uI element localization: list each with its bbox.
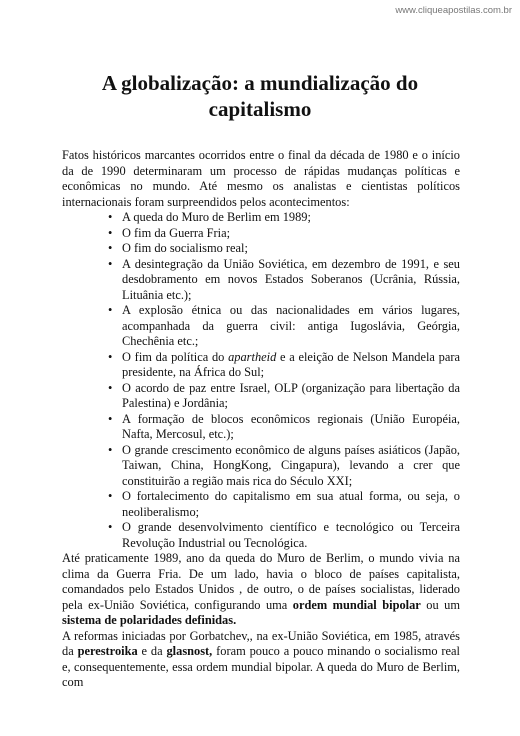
intro-paragraph: Fatos históricos marcantes ocorridos entre o final da década de 1980 e o início da de 1990 determinaram um processo de rápidas mudanças políticas e econômicas no mundo. Até mesmo os analistas e cientistas políticos internacionais foram surpreendidos pelos acontecimentos: <box>62 148 460 209</box>
page-title <box>60 70 460 122</box>
cold-war-paragraph <box>62 551 460 629</box>
site-watermark: www.cliqueapostilas.com.br <box>395 5 512 16</box>
reforms-paragraph <box>62 629 460 691</box>
list-item-text: O fim da política do <box>122 349 229 364</box>
paragraph-text: Até praticamente 1989, ano da queda do Muro de Berlim, o mundo vivia na clima da Guerra Fria. De um lado, havia o bloco de países capitalista, comandados pelo Estados Unidos , de outro, o de países socialistas, liderado pela ex-União Soviética, configurando uma <box>62 551 460 612</box>
list-item: • O fim da Guerra Fria; <box>122 226 460 242</box>
list-item: • A queda do Muro de Berlim em 1989; <box>122 210 460 226</box>
bold-term: perestroika <box>77 644 138 658</box>
list-item: • O grande crescimento econômico de alguns países asiáticos (Japão, Taiwan, China, HongKong, Cingapura), levando a crer que constituirão a região mais rica do Século XXI; <box>122 443 460 490</box>
list-item: • O fortalecimento do capitalismo em sua atual forma, ou seja, o neoliberalismo; <box>122 489 460 520</box>
title-line-1: A globalização: a mundialização do <box>101 71 419 95</box>
italic-term: apartheid <box>228 349 277 364</box>
paragraph-text: ou um <box>420 597 460 612</box>
title-line-2: capitalismo <box>208 97 312 121</box>
list-item-text: e a eleição de Nelson Mandela para presidente, na África do Sul; <box>122 349 460 379</box>
bold-term: glasnost, <box>166 644 213 658</box>
events-list <box>62 210 460 551</box>
list-item: • O grande desenvolvimento científico e tecnológico ou Terceira Revolução Industrial ou Tecnológica. <box>122 520 460 551</box>
list-item: • O fim do socialismo real; <box>122 241 460 257</box>
article-body <box>62 148 460 691</box>
list-item: • A desintegração da União Soviética, em dezembro de 1991, e seu desdobramento em novos Estados Soberanos (Ucrânia, Rússia, Lituânia etc.); <box>122 257 460 304</box>
list-item: • O acordo de paz entre Israel, OLP (organização para libertação da Palestina) e Jordânia; <box>122 381 460 412</box>
bold-term: ordem mundial bipolar <box>292 597 421 612</box>
list-item: • A explosão étnica ou das nacionalidades em vários lugares, acompanhada da guerra civil: antiga Iugoslávia, Geórgia, Chechênia etc.; <box>122 303 460 350</box>
bold-term: sistema de polaridades definidas. <box>62 613 237 627</box>
list-item <box>122 350 460 381</box>
paragraph-text: A reformas iniciadas por Gorbatchev,, na ex-União Soviética, em 1985, através da <box>62 628 460 658</box>
paragraph-text: e da <box>137 644 167 658</box>
list-item: • A formação de blocos econômicos regionais (União Européia, Nafta, Mercosul, etc.); <box>122 412 460 443</box>
paragraph-text: foram pouco a pouco minando o socialismo real e, consequentemente, essa ordem mundial bipolar. A queda do Muro de Berlim, com <box>62 644 460 689</box>
